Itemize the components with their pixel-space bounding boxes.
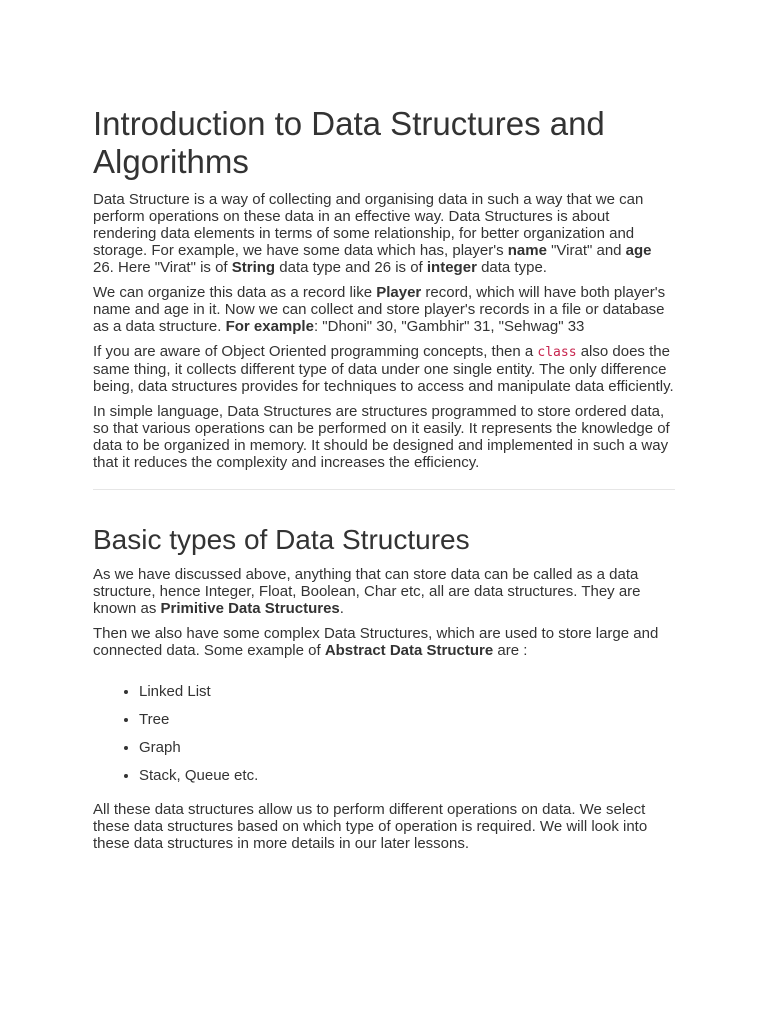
basic-types-paragraph-1: As we have discussed above, anything that can store data can be called as a data structure, hence Integer, Float, Boolean, Char etc, all are data structures. They are known as Primitive Data Structures. xyxy=(93,566,641,617)
list-item: • Linked List xyxy=(139,683,675,700)
data-structure-list xyxy=(93,683,675,784)
intro-paragraph-1: Data Structure is a way of collecting and organising data in such a way that we can perform operations on these data in an effective way. Data Structures is about rendering data elements in terms of some relationship, for better organization and storage. For example, we have some data which has, player's name "Virat" and age 26. Here "Virat" is of String data type and 26 is of integer data type. xyxy=(93,191,652,276)
list-item: • Graph xyxy=(139,739,675,756)
bold-term-player: Player xyxy=(376,284,422,301)
inline-code-class: class xyxy=(537,345,577,360)
bold-term-for-example: For example xyxy=(225,318,314,335)
page-title: Introduction to Data Structures and Algorithms xyxy=(93,105,605,180)
bold-term-integer: integer xyxy=(426,259,477,276)
bold-term-string: String xyxy=(231,259,276,276)
section-divider xyxy=(93,489,675,490)
list-item: • Tree xyxy=(139,711,675,728)
bold-term-age: age xyxy=(625,242,652,259)
bold-term-name: name xyxy=(507,242,547,259)
intro-paragraph-2: We can organize this data as a record like Player record, which will have both player's name and age in it. Now we can collect and store player's records in a file or database as a data structure. For example: "Dhoni" 30, "Gambhir" 31, "Sehwag" 33 xyxy=(93,284,666,335)
intro-paragraph-3: If you are aware of Object Oriented programming concepts, then a class also does the same thing, it collects different type of data under one single entity. The only difference being, data structures provides for techniques to access and manipulate data efficiently. xyxy=(93,343,674,395)
list-item: • Stack, Queue etc. xyxy=(139,767,675,784)
article-content xyxy=(93,105,675,860)
bold-term-abstract: Abstract Data Structure xyxy=(324,642,494,659)
bold-term-primitive: Primitive Data Structures xyxy=(160,600,340,617)
section-heading-basic-types: Basic types of Data Structures xyxy=(93,524,470,555)
intro-paragraph-4: In simple language, Data Structures are structures programmed to store ordered data, so that various operations can be performed on it easily. It represents the knowledge of data to be organized in memory. It should be designed and implemented in such a way that it reduces the complexity and increases the efficiency. xyxy=(93,403,670,471)
basic-types-paragraph-3: All these data structures allow us to perform different operations on data. We select these data structures based on which type of operation is required. We will look into these data structures in more details in our later lessons. xyxy=(93,801,648,852)
basic-types-paragraph-2: Then we also have some complex Data Structures, which are used to store large and connected data. Some example of Abstract Data Structure are : xyxy=(93,625,659,659)
